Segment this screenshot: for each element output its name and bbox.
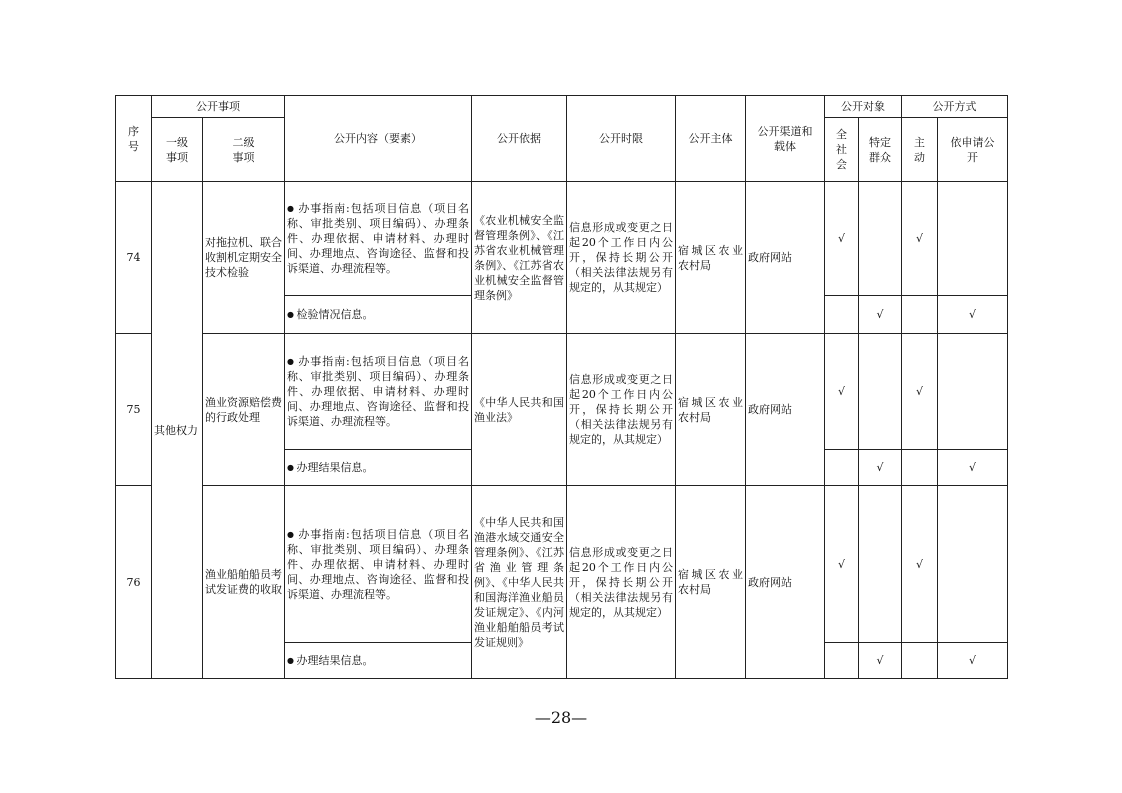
header-level2-text: 二级事项	[232, 135, 255, 164]
row-content-result-text: 检验情况信息。	[296, 308, 374, 321]
row-check-specific: √	[859, 643, 902, 679]
row-check-active	[902, 450, 938, 486]
row-check-active	[902, 296, 938, 334]
header-target-specific-text: 特定群众	[869, 135, 891, 164]
row-check-all	[825, 296, 859, 334]
bullet-icon	[287, 355, 298, 368]
header-channel	[746, 96, 825, 182]
row-check-request	[938, 182, 1008, 296]
header-target-group: 公开对象	[825, 96, 902, 118]
header-method-request-text: 依申请公开	[950, 135, 995, 164]
row-subject: 宿城区农业农村局	[676, 486, 746, 679]
header-seq-text: 序号	[128, 124, 139, 153]
row-level2: 渔业资源赔偿费的行政处理	[203, 334, 285, 486]
header-channel-text: 公开渠道和载体	[757, 124, 813, 153]
page-number: —28—	[534, 708, 588, 727]
bullet-icon	[287, 528, 298, 541]
header-target-all-text: 全社会	[836, 128, 847, 171]
row-check-request: √	[938, 450, 1008, 486]
row-seq: 74	[116, 182, 152, 334]
header-level1	[152, 118, 203, 182]
row-content-result-text: 办理结果信息。	[296, 461, 374, 474]
row-content-guide-text: 办事指南:包括项目信息（项目名称、审批类别、项目编码）、办理条件、办理依据、申请材料、办理时间、办理地点、咨询途径、监督和投诉渠道、办理流程等。	[287, 355, 469, 428]
row-content-guide	[285, 334, 472, 450]
header-method-active	[902, 118, 938, 182]
header-target-specific	[859, 118, 902, 182]
row-content-guide	[285, 486, 472, 643]
level1-cell: 其他权力	[152, 182, 203, 679]
row-time-limit: 信息形成或变更之日起20个工作日内公开，保持长期公开（相关法律法规另有规定的，从其规定）	[567, 486, 676, 679]
row-time-limit: 信息形成或变更之日起20个工作日内公开，保持长期公开（相关法律法规另有规定的，从其规定）	[567, 334, 676, 486]
header-target-all	[825, 118, 859, 182]
header-time-limit: 公开时限	[567, 96, 676, 182]
row-content-result	[285, 296, 472, 334]
row-subject: 宿城区农业农村局	[676, 182, 746, 334]
bullet-icon	[287, 308, 297, 321]
row-basis: 《中华人民共和国渔业法》	[472, 334, 567, 486]
header-method-active-text: 主动	[914, 135, 925, 164]
row-level2: 渔业船舶船员考试发证费的收取	[203, 486, 285, 679]
disclosure-table	[115, 95, 1008, 679]
header-basis: 公开依据	[472, 96, 567, 182]
row-time-limit: 信息形成或变更之日起20个工作日内公开，保持长期公开（相关法律法规另有规定的，从其规定）	[567, 182, 676, 334]
row-content-result-text: 办理结果信息。	[296, 654, 374, 667]
row-check-active: √	[902, 486, 938, 643]
table-row	[116, 486, 1008, 643]
header-item-group: 公开事项	[152, 96, 285, 118]
header-level1-text: 一级事项	[166, 135, 188, 164]
header-method-request	[938, 118, 1008, 182]
row-check-active	[902, 643, 938, 679]
row-level2: 对拖拉机、联合收割机定期安全技术检验	[203, 182, 285, 334]
table-row	[116, 334, 1008, 450]
header-seq	[116, 96, 152, 182]
row-content-result	[285, 450, 472, 486]
row-content-guide-text: 办事指南:包括项目信息（项目名称、审批类别、项目编码）、办理条件、办理依据、申请材料、办理时间、办理地点、咨询途径、监督和投诉渠道、办理流程等。	[287, 202, 469, 275]
row-basis: 《中华人民共和国渔港水域交通安全管理条例》、《江苏省渔业管理条例》、《中华人民共和国海洋渔业船员发证规定》、《内河渔业船舶船员考试发证规则》	[472, 486, 567, 679]
row-check-request: √	[938, 643, 1008, 679]
row-seq: 75	[116, 334, 152, 486]
header-method-group: 公开方式	[902, 96, 1008, 118]
row-content-guide	[285, 182, 472, 296]
row-channel: 政府网站	[746, 334, 825, 486]
row-check-all	[825, 643, 859, 679]
row-check-request: √	[938, 296, 1008, 334]
row-subject: 宿城区农业农村局	[676, 334, 746, 486]
row-channel: 政府网站	[746, 486, 825, 679]
row-check-specific	[859, 486, 902, 643]
bullet-icon	[287, 461, 297, 474]
row-check-all: √	[825, 182, 859, 296]
row-check-all	[825, 450, 859, 486]
row-channel: 政府网站	[746, 182, 825, 334]
header-content: 公开内容（要素）	[285, 96, 472, 182]
row-check-request	[938, 486, 1008, 643]
row-content-result	[285, 643, 472, 679]
row-check-specific: √	[859, 296, 902, 334]
table-row	[116, 182, 1008, 296]
header-subject: 公开主体	[676, 96, 746, 182]
row-check-specific	[859, 334, 902, 450]
header-level2	[203, 118, 285, 182]
row-basis: 《农业机械安全监督管理条例》、《江苏省农业机械管理条例》、《江苏省农业机械安全监督管理条例》	[472, 182, 567, 334]
row-content-guide-text: 办事指南:包括项目信息（项目名称、审批类别、项目编码）、办理条件、办理依据、申请材料、办理时间、办理地点、咨询途径、监督和投诉渠道、办理流程等。	[287, 527, 469, 601]
row-seq: 76	[116, 486, 152, 679]
row-check-all: √	[825, 334, 859, 450]
row-check-request	[938, 334, 1008, 450]
bullet-icon	[287, 654, 297, 667]
row-check-all: √	[825, 486, 859, 643]
row-check-specific: √	[859, 450, 902, 486]
row-check-specific	[859, 182, 902, 296]
bullet-icon	[287, 202, 298, 215]
row-check-active: √	[902, 334, 938, 450]
row-check-active: √	[902, 182, 938, 296]
